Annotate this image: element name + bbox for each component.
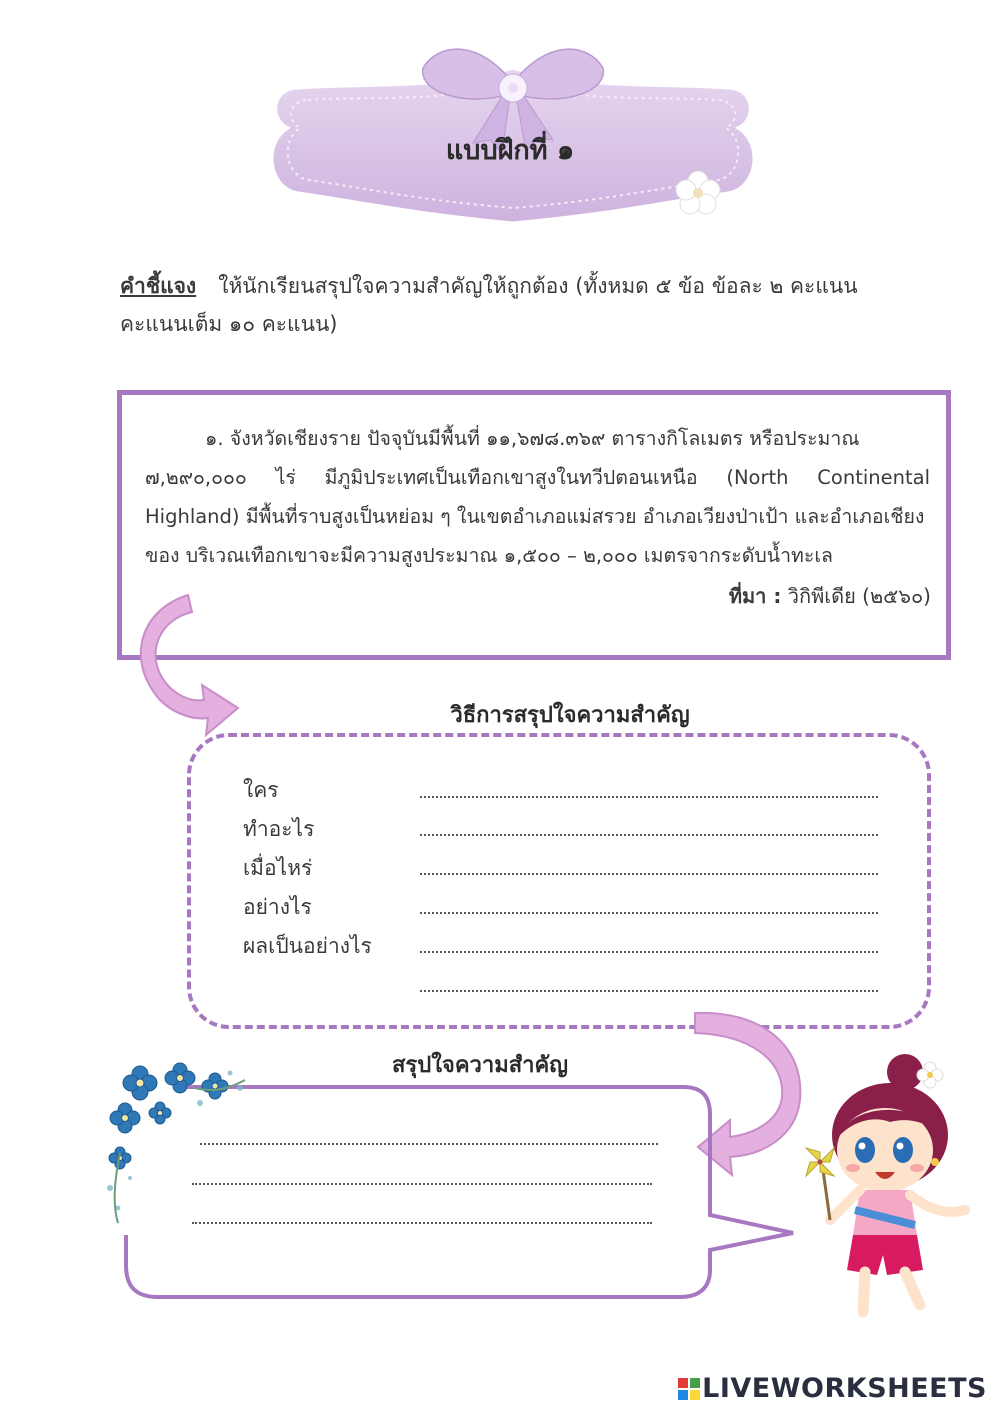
blue-flowers-decoration [100,1058,250,1228]
passage-line-4: ของ บริเวณเทือกเขาจะมีความสูงประมาณ ๑,๕๐๐ – ๒,๐๐๐ เมตรจากระดับน้ำทะเล [145,544,833,567]
passage-line-1: ๑. จังหวัดเชียงราย ปัจจุบันมีพื้นที่ ๑๑,๖๗๘.๓๖๙ ตารางกิโลเมตร หรือประมาณ [205,427,860,450]
summary-title: สรุปใจความสำคัญ [391,1053,568,1078]
watermark-text: LIVEWORKSHEETS [702,1373,987,1404]
answer-line-when[interactable] [420,873,878,875]
question-what: ทำอะไร [243,817,315,841]
answer-line-what[interactable] [420,834,878,836]
liveworksheets-logo-icon [678,1378,700,1400]
question-result: ผลเป็นอย่างไร [243,934,372,958]
source-value: วิกิพีเดีย (๒๕๖๐) [787,584,931,608]
instructions-line-1 [120,270,890,302]
summary-line-1[interactable] [200,1143,658,1145]
passage-line-3: Highland) มีพื้นที่ราบสูงเป็นหย่อม ๆ ในเขตอำเภอแม่สรวย อำเภอเวียงป่าเป้า และอำเภอเชียง [145,505,925,528]
page-title: แบบฝึกที่ ๑ [445,135,575,166]
answer-line-who[interactable] [420,796,878,798]
question-when: เมื่อไหร่ [243,856,313,880]
passage-line-2: ๗,๒๙๐,๐๐๐ ไร่ มีภูมิประเทศเป็นเทือกเขาสูงในทวีปตอนเหนือ (North Continental [145,466,930,489]
source-citation [729,580,931,612]
cartoon-girl-illustration [795,1050,975,1330]
instructions-label: คำชี้แจง [120,274,197,298]
question-who: ใคร [243,778,279,802]
instructions-line-2: คะแนนเต็ม ๑๐ คะแนน) [120,312,338,336]
summary-line-2[interactable] [192,1183,652,1185]
question-how: อย่างไร [243,895,312,919]
method-title: วิธีการสรุปใจความสำคัญ [450,703,690,728]
arrow-down-right [120,590,260,750]
source-label: ที่มา : [728,584,782,608]
summary-line-3[interactable] [192,1222,652,1224]
instructions-text: ให้นักเรียนสรุปใจความสำคัญให้ถูกต้อง (ทั้งหมด ๕ ข้อ ข้อละ ๒ คะแนน [218,274,858,298]
answer-line-result-2[interactable] [420,990,878,992]
liveworksheets-watermark [678,1373,987,1404]
answer-line-result[interactable] [420,951,878,953]
answer-line-how[interactable] [420,912,878,914]
